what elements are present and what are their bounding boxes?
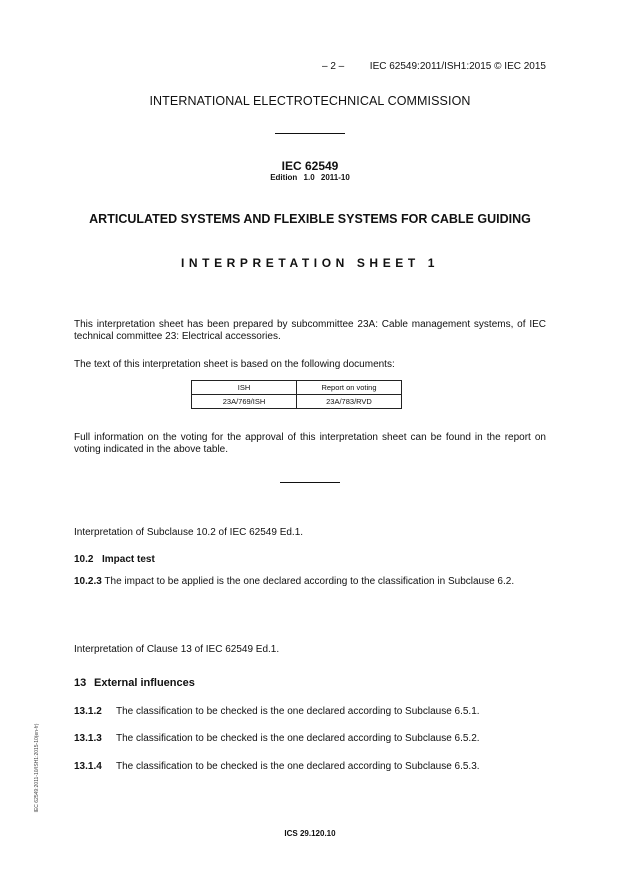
prepared-by-paragraph: This interpretation sheet has been prepared by subcommittee 23A: Cable management systems, of IEC technical committee 23: Electrical accessories. (74, 319, 546, 342)
organization-name: INTERNATIONAL ELECTROTECHNICAL COMMISSION (149, 94, 471, 108)
clause-13-1-3 (74, 733, 480, 744)
table-cell-rvd: 23A/783/RVD (297, 395, 402, 409)
interpretation-sheet-title: INTERPRETATION SHEET 1 (180, 256, 440, 270)
document-title: ARTICULATED SYSTEMS AND FLEXIBLE SYSTEMS FOR CABLE GUIDING (89, 212, 531, 226)
clause-number: 10.2.3 (74, 576, 102, 587)
clause-number: 13.1.4 (74, 761, 102, 772)
heading-13 (74, 677, 195, 689)
based-on-paragraph: The text of this interpretation sheet is based on the following documents: (74, 359, 395, 370)
document-reference: IEC 62549:2011/ISH1:2015 © IEC 2015 (369, 61, 546, 72)
page-number: – 2 – (321, 61, 345, 72)
clause-text: The classification to be checked is the one declared according to Subclause 6.5.2. (116, 733, 480, 744)
standard-number: IEC 62549 (281, 159, 339, 173)
divider-top (275, 133, 345, 134)
clause-number: 13.1.3 (74, 733, 102, 744)
table-header-ish: ISH (192, 381, 297, 395)
edition-line: Edition 1.0 2011-10 (270, 173, 350, 182)
table-header-report: Report on voting (297, 381, 402, 395)
clause-13-1-4 (74, 761, 480, 772)
side-margin-reference: IEC 62549:2011-10/ISH1:2015-10(en-fr) (34, 723, 40, 813)
clause-text: The classification to be checked is the one declared according to Subclause 6.5.3. (116, 761, 480, 772)
clause-text: The classification to be checked is the one declared according to Subclause 6.5.1. (116, 706, 480, 717)
page-header (0, 61, 546, 72)
heading-number: 13 (74, 677, 87, 689)
full-information-paragraph: Full information on the voting for the approval of this interpretation sheet can be found in the report on voting indicated in the above table. (74, 432, 546, 455)
clause-text: The impact to be applied is the one declared according to the classification in Subclause 6.2. (104, 576, 515, 587)
heading-10-2 (74, 554, 155, 565)
heading-number: 10.2 (74, 554, 94, 565)
interpretation-1-intro: Interpretation of Subclause 10.2 of IEC 62549 Ed.1. (74, 527, 304, 538)
table-cell-ish: 23A/769/ISH (192, 395, 297, 409)
ics-code: ICS 29.120.10 (284, 829, 336, 838)
voting-documents-table (191, 380, 402, 409)
table-header-row (192, 381, 402, 395)
clause-number: 13.1.2 (74, 706, 102, 717)
heading-text: Impact test (102, 554, 155, 565)
interpretation-2-intro: Interpretation of Clause 13 of IEC 62549 Ed.1. (74, 644, 280, 655)
heading-text: External influences (94, 677, 195, 689)
clause-10-2-3 (74, 576, 546, 588)
table-row (192, 395, 402, 409)
divider-middle (280, 482, 340, 483)
clause-13-1-2 (74, 706, 480, 717)
